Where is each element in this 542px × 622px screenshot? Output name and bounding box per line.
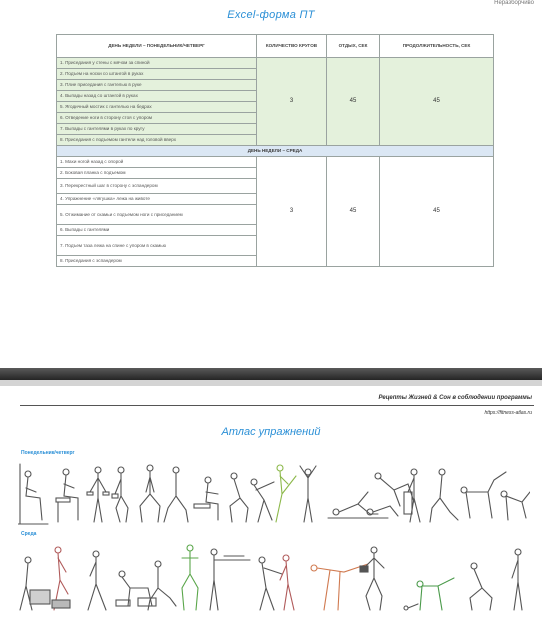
section-label-monday: Понедельник/четверг	[21, 450, 75, 456]
figure-bent-over-row	[280, 555, 294, 610]
corner-note: Неразборчиво	[494, 0, 534, 6]
exercise-row: 8. Приседания с эспандером	[57, 256, 257, 267]
block1-duration: 45	[380, 58, 494, 146]
figure-dumbbell-swing	[251, 479, 274, 522]
workout-plan-table	[56, 34, 494, 267]
figure-standing-pose	[512, 549, 522, 610]
exercise-row: 2. Боковая планка с подъемом	[57, 168, 257, 179]
figure-overhead-press	[300, 466, 316, 522]
exercise-row: 7. Подъем таза лежа на спине с упором в скамью	[57, 236, 257, 256]
exercise-row: 5. Ягодичный мостик с гантелью на бедрах	[57, 102, 257, 113]
exercise-row: 5. Отжимание от скамьи с подъемом ноги с приседанием	[57, 205, 257, 225]
figure-deep-squat-2	[470, 563, 492, 610]
credit-line: Рецепты Жизней & Сон в соблюдении программы	[378, 395, 532, 401]
figure-dumbbell-squat	[112, 467, 128, 522]
exercise-row: 6. Отведение ноги в сторону стоя с упором	[57, 113, 257, 124]
block2-rest: 45	[327, 157, 380, 267]
figure-glute-bridge	[328, 492, 388, 518]
figure-bench-dip	[116, 571, 152, 606]
figure-band-knee	[404, 604, 418, 610]
atlas-title: Атлас упражнений	[221, 426, 321, 438]
credit-url: https://fitness-atlas.ru	[484, 410, 532, 416]
section-title-wednesday: ДЕНЬ НЕДЕЛИ – СРЕДА	[57, 146, 494, 157]
figure-side-lunge	[404, 469, 420, 522]
figure-bench-step	[20, 557, 50, 610]
figure-reverse-lunge	[430, 469, 458, 522]
exercise-row: 3. Плие приседания с гантелью в руке	[57, 80, 257, 91]
exercise-row: 4. Упражнение «лягушка» лежа на животе	[57, 194, 257, 205]
figure-chair-squat	[56, 469, 78, 522]
header-duration: ПРОДОЛЖИТЕЛЬНОСТЬ, СЕК	[380, 35, 494, 58]
figure-band-kick	[276, 465, 296, 522]
figure-quadruped-kick	[417, 578, 454, 610]
figure-donkey-kick	[461, 472, 506, 518]
exercise-row: 6. Выпады с гантелями	[57, 225, 257, 236]
block2-duration: 45	[380, 157, 494, 267]
figure-lunge	[164, 467, 188, 522]
header-rest: ОТДЫХ, СЕК	[327, 35, 380, 58]
header-day: ДЕНЬ НЕДЕЛИ – ПОНЕДЕЛЬНИК/ЧЕТВЕРГ	[57, 35, 257, 58]
figure-hip-thrust	[367, 473, 414, 516]
block1-rounds: 3	[257, 58, 327, 146]
figure-weighted-step	[52, 547, 70, 610]
exercise-row: 7. Выпады с гантелями в руках по кругу	[57, 124, 257, 135]
document-title: Excel-форма ПТ	[227, 9, 315, 21]
exercise-row: 1. Махи ногой назад с опорой	[57, 157, 257, 168]
figure-wall-squat	[18, 464, 48, 524]
exercise-row: 4. Выпады назад со штангой в руках	[57, 91, 257, 102]
exercise-illustrations-monday	[18, 462, 530, 526]
header-rounds: КОЛИЧЕСТВО КРУГОВ	[257, 35, 327, 58]
figure-bench-squat	[194, 477, 218, 520]
figure-lunge-bench	[138, 561, 176, 610]
header-rule	[20, 405, 534, 406]
figure-kneeling-kick	[501, 491, 530, 520]
bottom-page	[0, 386, 542, 622]
figure-plie	[140, 465, 160, 522]
block2-rounds: 3	[257, 157, 327, 267]
figure-standing-dumbbell	[87, 467, 109, 522]
figure-squat-hold	[360, 547, 384, 610]
exercise-figures-row1	[18, 462, 530, 526]
section-label-wednesday: Среда	[21, 531, 37, 537]
exercise-row: 2. Подъем на носки со штангой в руках	[57, 69, 257, 80]
exercise-row: 3. Перекрестный шаг в сторону с эспандером	[57, 179, 257, 194]
figure-band-squat	[182, 545, 198, 610]
figure-side-step	[88, 551, 106, 610]
exercise-figures-row2	[18, 544, 530, 616]
block1-rest: 45	[327, 58, 380, 146]
figure-lateral-raise	[259, 557, 282, 610]
exercise-row: 8. Приседания с подъемом гантели над головой вверх	[57, 135, 257, 146]
figure-standing-band-pull	[210, 549, 250, 610]
figure-deep-squat	[230, 473, 248, 522]
exercise-row: 1. Приседания у стены с мячом за спиной	[57, 58, 257, 69]
exercise-illustrations-wednesday	[18, 544, 530, 616]
